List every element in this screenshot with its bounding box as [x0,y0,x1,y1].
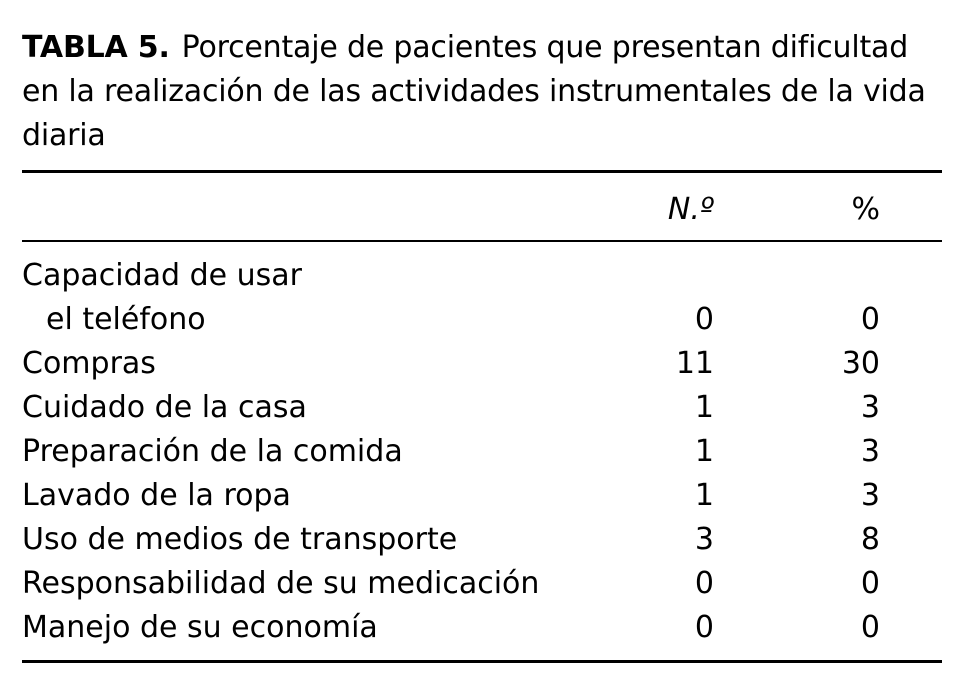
row-label: Manejo de su economía [22,610,378,645]
table-row [22,518,942,562]
row-label: Responsabilidad de su medicación [22,566,540,601]
row-percent-value: 3 [860,478,880,513]
column-header-percent: % [851,192,880,227]
row-percent-value: 3 [860,434,880,469]
row-n-value: 1 [694,478,714,513]
table-row [22,254,942,298]
row-n-value: 1 [694,390,714,425]
top-rule [22,170,942,173]
table-row [22,430,942,474]
row-label: Compras [22,346,156,381]
row-n-value: 0 [694,610,714,645]
row-n-value: 3 [694,522,714,557]
row-label: Lavado de la ropa [22,478,291,513]
row-percent-value: 3 [860,390,880,425]
row-percent-value: 8 [860,522,880,557]
table-row [22,386,942,430]
row-percent-value: 0 [860,302,880,337]
table-row [22,342,942,386]
row-label: el teléfono [46,302,206,337]
table-body [22,254,942,650]
row-percent-value: 0 [860,610,880,645]
table-caption [22,26,952,158]
header-rule [22,240,942,242]
row-label: Uso de medios de transporte [22,522,458,557]
table-label: TABLA 5. [22,30,170,65]
row-label: Cuidado de la casa [22,390,307,425]
row-label: Preparación de la comida [22,434,403,469]
table-row [22,562,942,606]
bottom-rule [22,660,942,663]
table-row [22,474,942,518]
row-n-value: 0 [694,302,714,337]
row-n-value: 1 [694,434,714,469]
column-header-n: N.º [667,192,714,227]
row-percent-value: 30 [841,346,880,381]
table-row [22,298,942,342]
table-row [22,606,942,650]
row-percent-value: 0 [860,566,880,601]
row-n-value: 11 [675,346,714,381]
row-n-value: 0 [694,566,714,601]
row-label: Capacidad de usar [22,258,302,293]
table-caption-text: Porcentaje de pacientes que presentan dificultad en la realización de las actividades instrumentales de la vida diaria [22,30,926,153]
